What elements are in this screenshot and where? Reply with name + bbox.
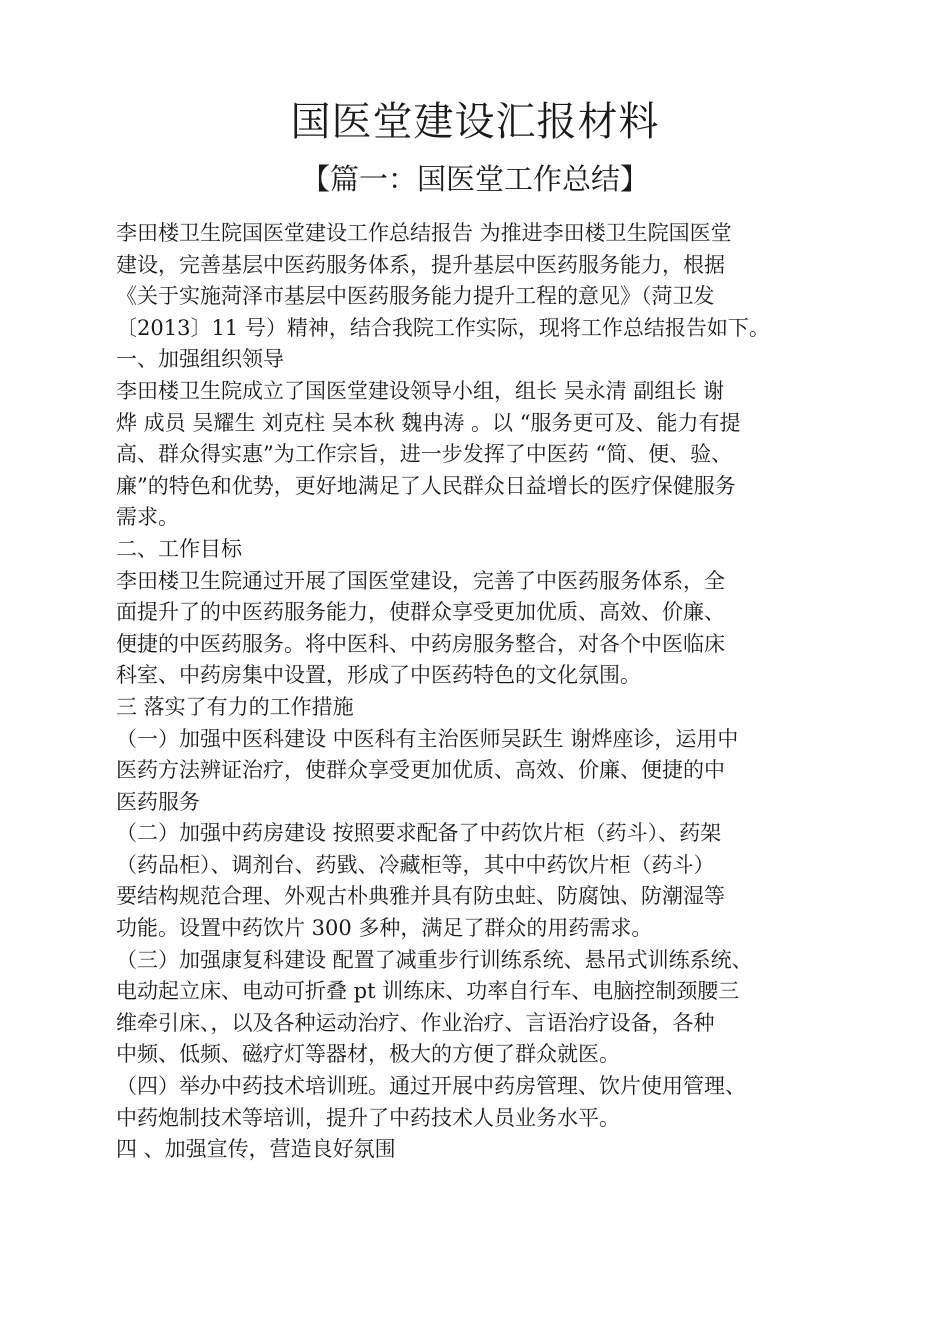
body-text-line: （二）加强中药房建设 按照要求配备了中药饮片柜（药斗）、药架	[116, 821, 722, 846]
body-text-line: 一、加强组织领导	[116, 347, 284, 372]
document-title: 国医堂建设汇报材料	[290, 99, 660, 145]
body-text-line: 医药服务	[116, 789, 200, 814]
body-text-line: 《关于实施菏泽市基层中医药服务能力提升工程的意见》（菏卫发	[116, 284, 715, 309]
body-text-line: （一）加强中医科建设 中医科有主治医师吴跃生 谢烨座诊，运用中	[116, 726, 739, 751]
body-text-line: 建设，完善基层中医药服务体系，提升基层中医药服务能力，根据	[116, 252, 725, 277]
document-subtitle: 【篇一：国医堂工作总结】	[300, 162, 649, 196]
body-text-line: 需求。	[116, 505, 179, 530]
body-text-line: 四 、加强宣传，营造良好氛围	[116, 1137, 396, 1162]
body-text-line: 〔2013〕11 号）精神，结合我院工作实际，现将工作总结报告如下。	[116, 315, 770, 340]
body-text-line: 科室、中药房集中设置，形成了中医药特色的文化氛围。	[116, 663, 641, 688]
body-text-line: 烨 成员 吴耀生 刘克柱 吴本秋 魏冉涛 。以 “服务更可及、能力有提	[116, 410, 741, 435]
document-body	[116, 218, 856, 1166]
body-text-line: 二、工作目标	[116, 536, 242, 561]
body-text-line: 李田楼卫生院成立了国医堂建设领导小组，组长 吴永清 副组长 谢	[116, 378, 725, 403]
body-text-line: 中频、低频、磁疗灯等器材，极大的方便了群众就医。	[116, 1042, 620, 1067]
body-text-line: 李田楼卫生院通过开展了国医堂建设，完善了中医药服务体系，全	[116, 568, 725, 593]
body-text-line: （三）加强康复科建设 配置了减重步行训练系统、悬吊式训练系统、	[116, 947, 753, 972]
body-text-line: 便捷的中医药服务。将中医科、中药房服务整合，对各个中医临床	[116, 631, 725, 656]
body-text-line: 高、群众得实惠”为工作宗旨，进一步发挥了中医药 “简、便、验、	[116, 442, 733, 467]
body-text-line: 要结构规范合理、外观古朴典雅并具有防虫蛀、防腐蚀、防潮湿等	[116, 884, 725, 909]
body-text-line: 中药炮制技术等培训，提升了中药技术人员业务水平。	[116, 1105, 620, 1130]
body-text-line: 功能。设置中药饮片 300 多种，满足了群众的用药需求。	[116, 916, 653, 941]
body-text-line: 李田楼卫生院国医堂建设工作总结报告 为推进李田楼卫生院国医堂	[116, 221, 732, 245]
body-text-line: 电动起立床、电动可折叠 pt 训练床、功率自行车、电脑控制颈腰三	[116, 979, 740, 1004]
body-text-line: （药品柜）、调剂台、药戥、冷藏柜等，其中中药饮片柜（药斗）	[116, 852, 715, 877]
body-text-line: 面提升了的中医药服务能力，使群众享受更加优质、高效、价廉、	[116, 600, 725, 625]
body-text-line: 三 落实了有力的工作措施	[116, 694, 354, 719]
body-text-line: （四）举办中药技术培训班。通过开展中药房管理、饮片使用管理、	[116, 1074, 746, 1099]
body-text-line: 廉”的特色和优势，更好地满足了人民群众日益增长的医疗保健服务	[116, 473, 736, 498]
body-text-line: 维牵引床、，以及各种运动治疗、作业治疗、言语治疗设备，各种	[116, 1010, 715, 1035]
body-text-line: 医药方法辨证治疗，使群众享受更加优质、高效、价廉、便捷的中	[116, 758, 725, 783]
